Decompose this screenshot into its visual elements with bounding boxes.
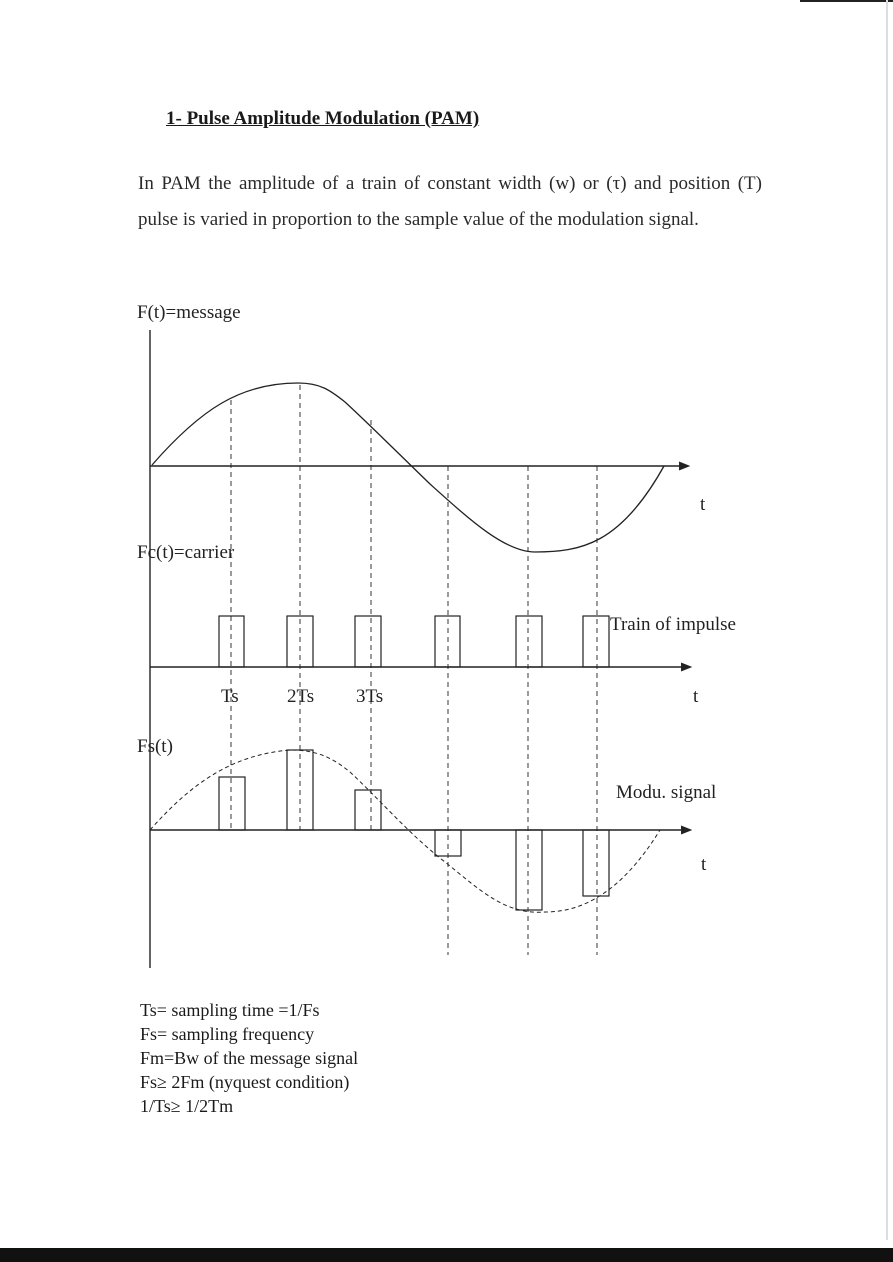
ts-label: Ts bbox=[221, 686, 239, 707]
definitions-list bbox=[140, 998, 358, 1118]
sampled-pulse bbox=[583, 830, 609, 896]
definition-line: Fs= sampling frequency bbox=[140, 1024, 315, 1044]
section-heading: 1- Pulse Amplitude Modulation (PAM) bbox=[166, 108, 480, 129]
train-label: Train of impulse bbox=[610, 614, 736, 635]
carrier-pulse bbox=[219, 616, 244, 667]
definition-line: 1/Ts≥ 1/2Tm bbox=[140, 1096, 234, 1116]
2ts-label: 2Ts bbox=[287, 686, 315, 707]
definition-line: Ts= sampling time =1/Fs bbox=[140, 1000, 320, 1020]
intro-paragraph: In PAM the amplitude of a train of constant width (w) or (τ) and position (T) pulse is varied in proportion to the sample value of the modulation signal. bbox=[138, 173, 762, 230]
scan-edge-bottom bbox=[0, 1248, 893, 1262]
carrier-pulses bbox=[219, 616, 609, 667]
sampled-pulse bbox=[219, 777, 245, 830]
time-label-carrier: t bbox=[693, 686, 699, 707]
time-label-message: t bbox=[700, 494, 706, 515]
definition-line: Fm=Bw of the message signal bbox=[140, 1048, 359, 1068]
3ts-label: 3Ts bbox=[356, 686, 384, 707]
carrier-pulse bbox=[355, 616, 381, 667]
time-label-modulated: t bbox=[701, 854, 707, 875]
definition-line: Fs≥ 2Fm (nyquest condition) bbox=[140, 1072, 350, 1092]
message-curve bbox=[152, 383, 664, 552]
modulated-label: Modu. signal bbox=[616, 782, 717, 803]
carrier-pulse bbox=[583, 616, 609, 667]
sampled-pulse bbox=[435, 830, 461, 856]
carrier-pulse bbox=[516, 616, 542, 667]
message-label: F(t)=message bbox=[137, 302, 241, 323]
sampled-pulse bbox=[516, 830, 542, 910]
sampled-pulse bbox=[355, 790, 381, 830]
carrier-pulse bbox=[435, 616, 460, 667]
carrier-label: Fc(t)=carrier bbox=[137, 542, 235, 563]
sampled-label: Fs(t) bbox=[137, 736, 173, 757]
